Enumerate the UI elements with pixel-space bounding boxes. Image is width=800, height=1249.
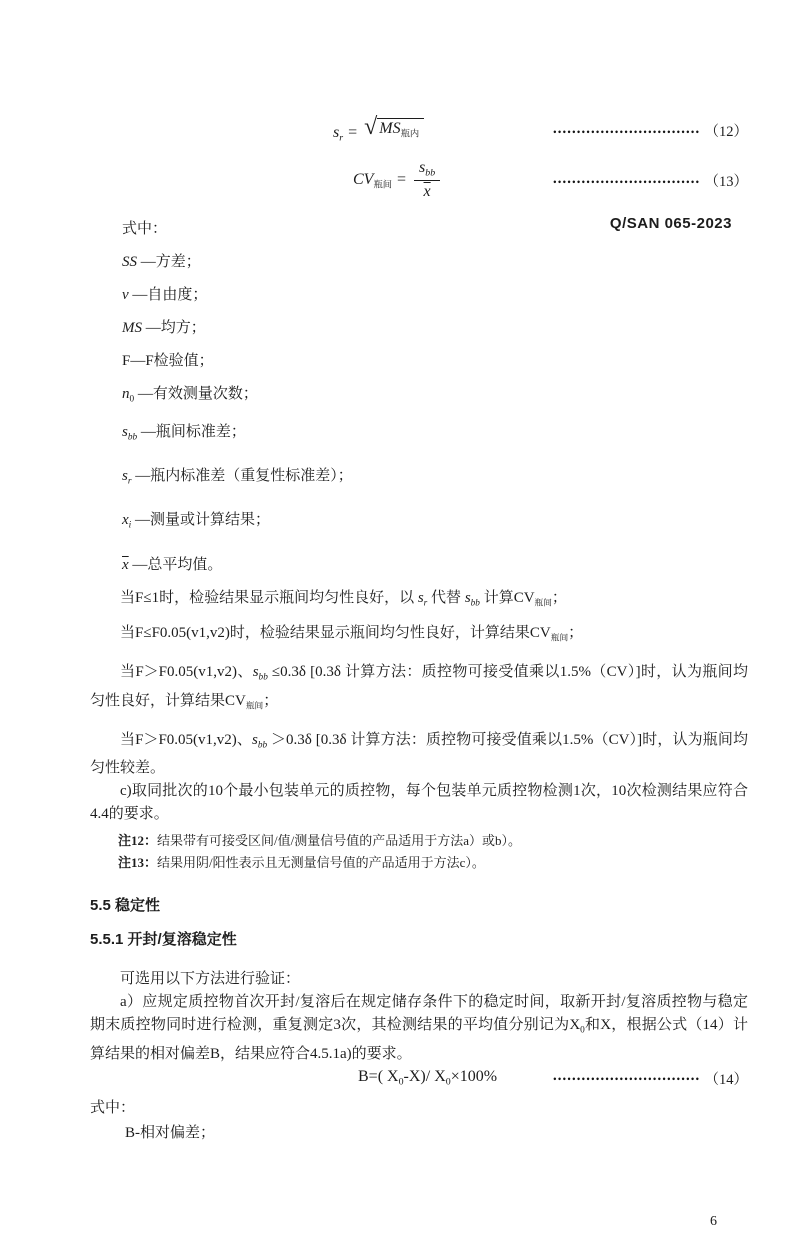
formula-14-row	[90, 1068, 748, 1089]
definition-xi: $x_i$ —测量或计算结果；	[122, 512, 271, 531]
notes	[90, 830, 748, 874]
formula-13-lhs: CV	[353, 171, 374, 189]
note-12: 注12：结果带有可接受区间/值/测量信号值的产品适用于方法a）或b）。	[118, 833, 522, 849]
dotted-leader: •••••••••••••••••••••••••••••••	[553, 1074, 701, 1085]
fraction-numerator: s	[419, 159, 426, 177]
definition-f: F—F检验值；	[122, 352, 214, 369]
fraction-numerator-sub: bb	[425, 167, 436, 179]
formula-12-number: （12）	[704, 124, 748, 141]
definition-sr: $s_r$ —瓶内标准差（重复性标准差）；	[122, 468, 353, 487]
definition-v: v —自由度；	[122, 286, 208, 303]
definition-sbb: $s_{bb}$ —瓶间标准差；	[122, 423, 246, 443]
paragraph-verification-intro: 可选用以下方法进行验证：	[120, 971, 301, 988]
formula-12-row	[90, 114, 748, 144]
document-page	[0, 114, 800, 1249]
formula-12-lhs-sub: r	[339, 132, 344, 144]
formula-12-radicand: MS	[379, 120, 401, 137]
definition-ms: MS —均方；	[122, 319, 206, 336]
doc-number-header: Q/SAN 065-2023	[609, 215, 732, 232]
equals-sign: =	[348, 124, 358, 141]
fraction	[414, 159, 440, 201]
equals-sign: =	[397, 171, 407, 189]
page-number: 6	[710, 1214, 717, 1229]
dotted-leader: •••••••••••••••••••••••••••••••	[553, 126, 701, 137]
paragraph-f-gt-poor: 当F＞F0.05(v1,v2)、$s_{bb} >0.3\delta$ [0.3δ 计算方法：质控物可接受值乘以1.5%（CV）]时，认为瓶间均匀性较差。	[90, 732, 748, 777]
radical-icon: √	[364, 114, 378, 140]
formula-14-number: （14）	[704, 1071, 748, 1088]
formula-13-row	[90, 159, 748, 201]
section-heading-5-5: 5.5 稳定性	[90, 897, 161, 915]
where-clause: 式中：	[122, 220, 168, 237]
note-13: 注13：结果用阴/阳性表示且无测量信号值的产品适用于方法c）。	[118, 855, 485, 871]
section-heading-5-5-1: 5.5.1 开封/复溶稳定性	[90, 931, 237, 949]
formula-12	[333, 114, 424, 144]
paragraph-f-le-1: 当F≤1时，检验结果显示瓶间均匀性良好，以 $s_r$ 代替 $s_{bb}$ 计算$CV_{瓶间}$；	[120, 589, 567, 608]
definition-xbar: $\overline{x}$ —总平均值。	[122, 556, 223, 573]
paragraph-method-a: a）应规定质控物首次开封/复溶后在规定储存条件下的稳定时间，取新开封/复溶质控物与稳定期末质控物同时进行检测，重复测定3次，其检测结果的平均值分别记为$X_0$和X，根据公式（14）计算结果的相对偏差B，结果应符合4.5.1a)的要求。	[90, 994, 748, 1062]
paragraph-method-c: c)取同批次的10个最小包装单元的质控物，每个包装单元质控物检测1次，10次检测结果应符合4.4的要求。	[90, 783, 748, 823]
dotted-leader: •••••••••••••••••••••••••••••••	[553, 176, 701, 187]
square-root	[364, 114, 424, 142]
formula-13-number: （13）	[704, 174, 748, 191]
paragraph-f-le-f005: 当F≤F0.05(v1,v2)时，检验结果显示瓶间均匀性良好，计算结果$CV_{瓶间}$；	[120, 624, 584, 643]
paragraph-f-gt-good: 当F＞F0.05(v1,v2)、$s_{bb} \le 0.3\delta$ [0.3δ 计算方法：质控物可接受值乘以1.5%（CV）]时，认为瓶间均匀性良好，计算结果$CV_{瓶间}$；	[90, 664, 748, 711]
formula-13-lhs-sub: 瓶间	[373, 180, 392, 191]
where-clause-2: 式中：	[90, 1099, 136, 1116]
definition-ss: SS —方差；	[122, 253, 201, 270]
fraction-denominator: x	[423, 183, 431, 201]
formula-12-lhs: s	[333, 124, 340, 141]
definition-b: B-相对偏差；	[125, 1124, 216, 1141]
formula-14: B=( $X_0-X)/$ $X_0\times 100\%$	[358, 1068, 498, 1088]
formula-13	[353, 159, 443, 201]
definition-n0: $n_0$ —有效测量次数；	[122, 385, 258, 404]
formula-12-radicand-sub: 瓶内	[400, 129, 420, 140]
